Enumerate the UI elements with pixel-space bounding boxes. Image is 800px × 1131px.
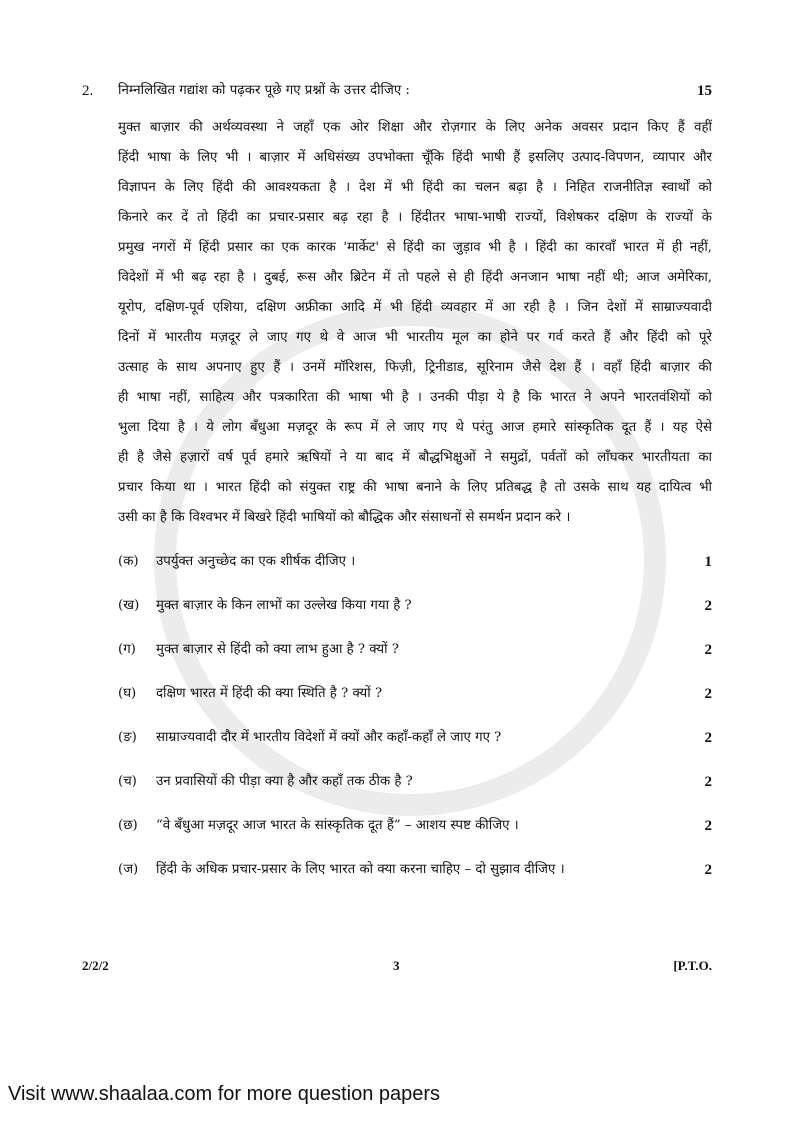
- sub-question-text: दक्षिण भारत में हिंदी की क्या स्थिति है ? क्यों ?: [156, 686, 383, 701]
- sub-question-marks: 1: [704, 554, 712, 570]
- passage-line: प्रमुख नगरों में हिंदी प्रसार का एक कारक 'मार्केट' से हिंदी का जुड़ाव भी है । हिंदी का कारवाँ भारत में ही नहीं,: [118, 240, 712, 255]
- visit-banner: Visit www.shaalaa.com for more question papers: [8, 1083, 441, 1105]
- sub-question-text: हिंदी के अधिक प्रचार-प्रसार के लिए भारत को क्या करना चाहिए – दो सुझाव दीजिए ।: [156, 862, 565, 877]
- sub-question-marks: 2: [704, 642, 712, 658]
- passage-line: भुला दिया है । ये लोग बँधुआ मज़दूर के रूप में ले जाए गए थे परंतु आज हमारे सांस्कृतिक दूत हैं । यह ऐसे: [118, 420, 712, 435]
- page-number: 3: [393, 958, 400, 973]
- sub-question-label: (ख): [118, 598, 140, 613]
- question-number: 2.: [82, 83, 94, 99]
- sub-question-marks: 2: [704, 862, 712, 878]
- sub-question: [118, 727, 712, 749]
- passage-line: विदेशों में भी बढ़ रहा है । दुबई, रूस और ब्रिटेन में तो पहले से ही हिंदी अनजान भाषा नहीं थी; आज अमेरिका,: [118, 270, 712, 285]
- total-marks: 15: [697, 83, 712, 99]
- sub-question-marks: 2: [704, 686, 712, 702]
- passage-line: मुक्त बाज़ार की अर्थव्यवस्था ने जहाँ एक ओर शिक्षा और रोज़गार के लिए अनेक अवसर प्रदान किए हैं वहीं: [118, 120, 712, 135]
- question-instruction: निम्नलिखित गद्यांश को पढ़कर पूछे गए प्रश्नों के उत्तर दीजिए :: [118, 83, 410, 98]
- pto-label: [P.T.O.: [673, 958, 712, 973]
- sub-question-text: “वे बँधुआ मज़दूर आज भारत के सांस्कृतिक दूत हैं” – आशय स्पष्ट कीजिए ।: [156, 818, 519, 833]
- passage-line: उत्साह के साथ अपनाए हुए हैं । उनमें मॉरिशस, फिज़ी, ट्रिनीडाड, सूरिनाम जैसे देश हैं । वहाँ हिंदी बाज़ार की: [118, 360, 712, 375]
- sub-question-marks: 2: [704, 774, 712, 790]
- sub-question-label: (च): [118, 774, 137, 789]
- sub-question: [118, 683, 712, 705]
- sub-question-label: (छ): [118, 818, 138, 833]
- question-header: [82, 80, 712, 104]
- sub-question-text: मुक्त बाज़ार से हिंदी को क्या लाभ हुआ है ? क्यों ?: [156, 642, 399, 657]
- sub-question: [118, 639, 712, 661]
- passage-line: यूरोप, दक्षिण-पूर्व एशिया, दक्षिण अफ्रीका आदि में भी हिंदी व्यवहार में आ रही है । जिन देशों में साम्राज्यवादी: [118, 300, 712, 315]
- sub-question-text: उपर्युक्त अनुच्छेद का एक शीर्षक दीजिए ।: [156, 554, 356, 569]
- sub-question-label: (घ): [118, 686, 137, 701]
- sub-question: [118, 859, 712, 881]
- paper-code: 2/2/2: [82, 958, 109, 973]
- passage-line: किनारे कर दें तो हिंदी का प्रचार-प्रसार बढ़ रहा है । हिंदीतर भाषा-भाषी राज्यों, विशेषकर दक्षिण के राज्यों के: [118, 210, 712, 225]
- sub-question-text: साम्राज्यवादी दौर में भारतीय विदेशों में क्यों और कहाँ-कहाँ ले जाए गए ?: [156, 730, 502, 745]
- sub-question-label: (क): [118, 554, 139, 569]
- sub-question-label: (ज): [118, 862, 139, 877]
- sub-questions: [118, 551, 712, 881]
- question-block: [82, 80, 712, 903]
- sub-question-label: (ग): [118, 642, 136, 657]
- passage-line: विज्ञापन के लिए हिंदी की आवश्यकता है । देश में भी हिंदी का चलन बढ़ा है । निहित राजनीतिज्ञ स्वार्थों को: [118, 180, 712, 195]
- passage-line: दिनों में भारतीय मज़दूर ले जाए गए थे वे आज भी भारतीय मूल का होने पर गर्व करते हैं और हिंदी को पूरे: [118, 330, 712, 345]
- passage-line: प्रचार किया था । भारत हिंदी को संयुक्त राष्ट्र की भाषा बनाने के लिए प्रतिबद्ध है तो उसके साथ यह दायित्व भी: [118, 480, 712, 495]
- passage: [118, 117, 712, 537]
- sub-question-marks: 2: [704, 598, 712, 614]
- passage-line: ही भाषा नहीं, साहित्य और पत्रकारिता की भाषा भी है । उनकी पीड़ा ये है कि भारत ने अपने भारतवंशियों को: [118, 390, 712, 405]
- passage-line: हिंदी भाषा के लिए भी । बाज़ार में अधिसंख्य उपभोक्ता चूँकि हिंदी भाषी हैं इसलिए उत्पाद-विपणन, व्यापार और: [118, 150, 712, 165]
- sub-question-marks: 2: [704, 818, 712, 834]
- sub-question: [118, 551, 712, 573]
- sub-question-label: (ङ): [118, 730, 137, 745]
- passage-line: उसी का है कि विश्वभर में बिखरे हिंदी भाषियों को बौद्धिक और संसाधनों से समर्थन प्रदान करे ।: [118, 510, 571, 525]
- passage-line: ही है जैसे हज़ारों वर्ष पूर्व हमारे ऋषियों ने या बाद में बौद्धभिक्षुओं ने समुद्रों, पर्वतों को लाँघकर भारतीयता का: [118, 450, 712, 465]
- sub-question-text: मुक्त बाज़ार के किन लाभों का उल्लेख किया गया है ?: [156, 598, 412, 613]
- sub-question-text: उन प्रवासियों की पीड़ा क्या है और कहाँ तक ठीक है ?: [156, 774, 413, 789]
- sub-question: [118, 771, 712, 793]
- sub-question: [118, 595, 712, 617]
- sub-question: [118, 815, 712, 837]
- sub-question-marks: 2: [704, 730, 712, 746]
